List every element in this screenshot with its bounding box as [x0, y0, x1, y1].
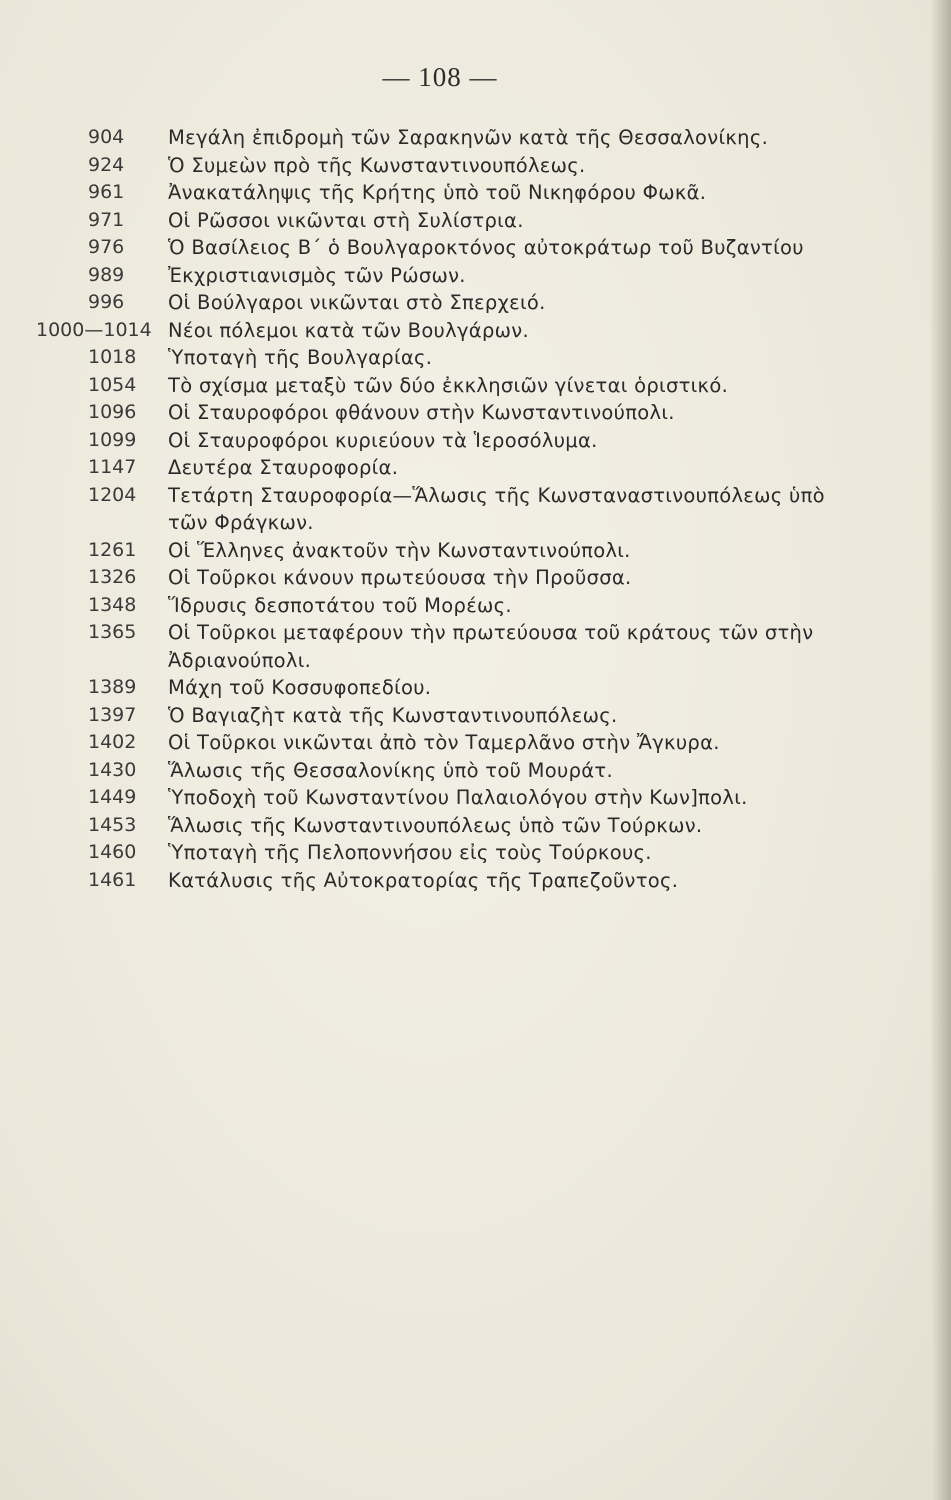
entry-year: 1453	[88, 813, 137, 836]
entry-text: Τὸ σχίσμα μεταξὺ τῶν δύο ἐκκλησιῶν γίνεται ὁριστικό.	[168, 373, 729, 397]
entry-year: 971	[88, 208, 125, 231]
entry-year: 1397	[88, 703, 137, 726]
chronology-entry	[0, 262, 951, 290]
entry-text: Νέοι πόλεμοι κατὰ τῶν Βουλγάρων.	[168, 318, 529, 342]
entry-year: 1261	[88, 538, 137, 561]
chronology-entry	[0, 674, 951, 702]
chronology-entry	[0, 454, 951, 482]
entry-year: 1204	[88, 483, 137, 506]
chronology-entry	[0, 867, 951, 895]
entry-text: Οἱ Τοῦρκοι νικῶνται ἀπὸ τὸν Ταμερλᾶνο στὴν Ἄγκυρα.	[168, 731, 720, 754]
chronology-list	[0, 124, 951, 894]
chronology-entry	[0, 619, 951, 674]
chronology-entry	[0, 124, 951, 152]
entry-year: 1096	[88, 401, 137, 423]
entry-year: 989	[88, 263, 125, 286]
entry-year: 1054	[88, 373, 137, 396]
entry-year: 961	[88, 181, 125, 203]
entry-text: Οἱ Ρῶσσοι νικῶνται στὴ Συλίστρια.	[168, 208, 524, 232]
entry-year: 1449	[88, 786, 137, 808]
chronology-entry	[0, 482, 951, 537]
entry-text: Τετάρτη Σταυροφορία—Ἅλωσις τῆς Κωνσταναστινουπόλεως ὑπὸ τῶν Φράγκων.	[168, 483, 825, 534]
chronology-entry	[0, 784, 951, 812]
entry-text: Οἱ Βούλγαροι νικῶνται στὸ Σπερχειό.	[168, 291, 546, 314]
entry-year: 1099	[88, 428, 137, 451]
chronology-entry	[0, 372, 951, 400]
entry-text: Μεγάλη ἐπιδρομὴ τῶν Σαρακηνῶν κατὰ τῆς Θεσσαλονίκης.	[168, 126, 769, 149]
entry-text: Ὁ Βαγιαζὴτ κατὰ τῆς Κωνσταντινουπόλεως.	[168, 703, 618, 727]
entry-year: 1348	[88, 593, 137, 616]
entry-text: Ἅλωσις τῆς Θεσσαλονίκης ὑπὸ τοῦ Μουράτ.	[168, 758, 613, 782]
entry-year: 1000—1014	[36, 318, 152, 341]
chronology-entry	[0, 179, 951, 207]
entry-text: Ὑποταγὴ τῆς Βουλγαρίας.	[168, 346, 433, 369]
entry-year: 1326	[88, 566, 137, 588]
entry-year: 1461	[88, 868, 137, 891]
entry-year: 1018	[88, 346, 137, 368]
chronology-entry	[0, 564, 951, 592]
entry-year: 924	[88, 153, 125, 176]
chronology-entry	[0, 839, 951, 867]
entry-year: 1402	[88, 731, 137, 753]
entry-text: Δευτέρα Σταυροφορία.	[168, 456, 399, 479]
chronology-entry	[0, 812, 951, 840]
chronology-entry	[0, 399, 951, 427]
entry-text: Οἱ Ἕλληνες ἀνακτοῦν τὴν Κωνσταντινούπολι.	[168, 538, 631, 562]
entry-text: Οἱ Τοῦρκοι μεταφέρουν τὴν πρωτεύουσα τοῦ κράτους τῶν στὴν Ἀδριανούπολι.	[168, 621, 814, 672]
entry-year: 1389	[88, 676, 137, 698]
chronology-entry	[0, 729, 951, 757]
chronology-entry	[0, 757, 951, 785]
entry-text: Ὁ Συμεὼν πρὸ τῆς Κωνσταντινουπόλεως.	[168, 153, 586, 177]
chronology-entry	[0, 207, 951, 235]
entry-text: Ἀνακατάληψις τῆς Κρήτης ὑπὸ τοῦ Νικηφόρου Φωκᾶ.	[168, 181, 707, 204]
entry-year: 1365	[88, 621, 137, 643]
entry-text: Ὑποταγὴ τῆς Πελοποννήσου εἰς τοὺς Τούρκους.	[168, 841, 652, 864]
entry-year: 1460	[88, 841, 137, 863]
entry-year: 904	[88, 126, 125, 148]
chronology-entry	[0, 702, 951, 730]
chronology-entry	[0, 427, 951, 455]
entry-text: Οἱ Σταυροφόροι κυριεύουν τὰ Ἱεροσόλυμα.	[168, 428, 598, 452]
entry-text: Κατάλυσις τῆς Αὐτοκρατορίας τῆς Τραπεζοῦντος.	[168, 868, 679, 892]
entry-year: 976	[88, 236, 125, 258]
entry-text: Ὑποδοχὴ τοῦ Κωνσταντίνου Παλαιολόγου στὴν Κων]πολι.	[168, 786, 748, 809]
chronology-entry	[0, 234, 951, 262]
entry-text: Οἱ Σταυροφόροι φθάνουν στὴν Κωνσταντινούπολι.	[168, 401, 675, 424]
entry-text: Ἵδρυσις δεσποτάτου τοῦ Μορέως.	[168, 593, 512, 617]
chronology-entry	[0, 152, 951, 180]
entry-year: 1430	[88, 758, 137, 781]
entry-text: Ἅλωσις τῆς Κωνσταντινουπόλεως ὑπὸ τῶν Τούρκων.	[168, 813, 703, 837]
chronology-entry	[0, 289, 951, 317]
chronology-entry	[0, 317, 951, 345]
entry-text: Μάχη τοῦ Κοσσυφοπεδίου.	[168, 676, 432, 699]
entry-text: Ἐκχριστιανισμὸς τῶν Ρώσων.	[168, 263, 466, 287]
page-number: — 108 —	[382, 62, 498, 92]
chronology-entry	[0, 344, 951, 372]
entry-year: 996	[88, 291, 125, 313]
chronology-entry	[0, 537, 951, 565]
entry-text: Οἱ Τοῦρκοι κάνουν πρωτεύουσα τὴν Προῦσσα.	[168, 566, 632, 589]
entry-year: 1147	[88, 456, 137, 478]
chronology-entry	[0, 592, 951, 620]
entry-text: Ὁ Βασίλειος Β΄ ὁ Βουλγαροκτόνος αὐτοκράτωρ τοῦ Βυζαντίου	[168, 236, 804, 259]
